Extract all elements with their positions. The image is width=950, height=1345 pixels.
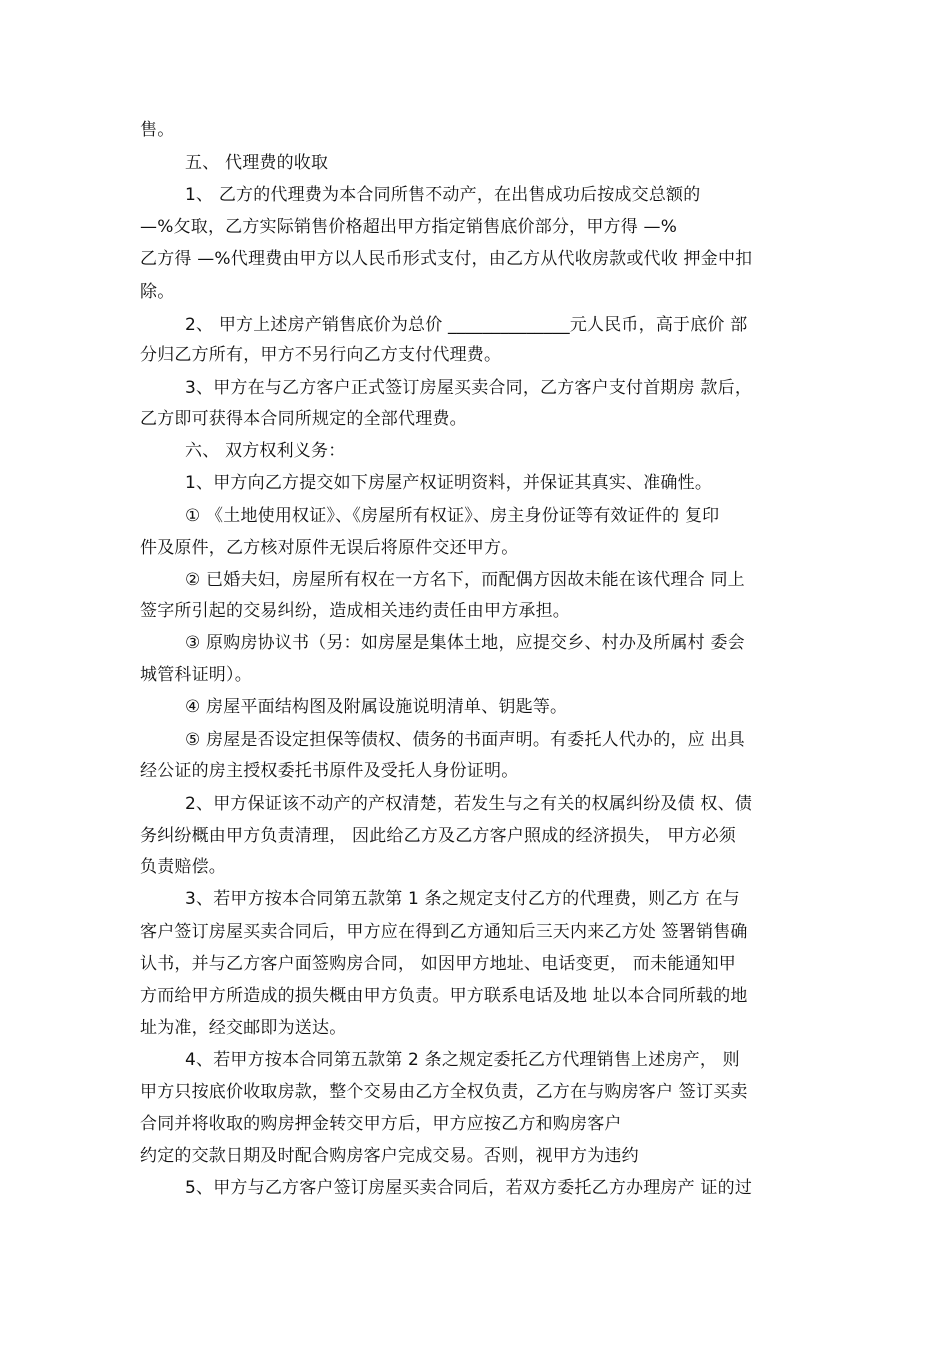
section-heading: 五、 代理费的收取 <box>185 153 329 173</box>
text-line: ① 《土地使用权证》、《房屋所有权证》、房主身份证等有效证件的 复印 <box>185 506 720 526</box>
text-line: ④ 房屋平面结构图及附属设施说明清单、钥匙等。 <box>185 697 568 717</box>
text-line: —%攵取，乙方实际销售价格超出甲方指定销售底价部分，甲方得 —% <box>140 217 678 237</box>
text-line: 2、甲方保证该不动产的产权清楚，若发生与之有关的权属纠纷及债 权、债 <box>185 794 753 814</box>
text-line: 合同并将收取的购房押金转交甲方后，甲方应按乙方和购房客户 <box>140 1114 622 1134</box>
text-line: 除。 <box>140 282 175 302</box>
text-line: 1、 乙方的代理费为本合同所售不动产，在出售成功后按成交总额的 <box>185 185 701 205</box>
text-line: 约定的交款日期及时配合购房客户完成交易。否则，视甲方为违约 <box>140 1146 639 1166</box>
text-line: 5、甲方与乙方客户签订房屋买卖合同后，若双方委托乙方办理房产 证的过 <box>185 1178 753 1198</box>
text-line: ③ 原购房协议书（另：如房屋是集体土地，应提交乡、村办及所属村 委会 <box>185 633 745 653</box>
text-line: 址为准，经交邮即为送达。 <box>140 1018 347 1038</box>
text-line: 分归乙方所有，甲方不另行向乙方支付代理费。 <box>140 345 502 365</box>
text-line: 3、若甲方按本合同第五款第 1 条之规定支付乙方的代理费，则乙方 在与 <box>185 889 740 909</box>
text-line: 务纠纷概由甲方负责清理， 因此给乙方及乙方客户照成的经济损失， 甲方必须 <box>140 826 737 846</box>
section-heading: 六、 双方权利义务： <box>185 441 346 461</box>
text-line: 负责赔偿。 <box>140 857 226 877</box>
text-line: 件及原件，乙方核对原件无误后将原件交还甲方。 <box>140 538 519 558</box>
text-line: 乙方即可获得本合同所规定的全部代理费。 <box>140 409 467 429</box>
text-line: 认书，并与乙方客户面签购房合同， 如因甲方地址、电话变更， 而未能通知甲 <box>140 954 737 974</box>
text-line: 城管科证明）。 <box>140 665 252 685</box>
text-line: 3、甲方在与乙方客户正式签订房屋买卖合同，乙方客户支付首期房 款后， <box>185 378 753 398</box>
text-line: 方而给甲方所造成的损失概由甲方负责。甲方联系电话及地 址以本合同所载的地 <box>140 986 748 1006</box>
text-line: 乙方得 —%代理费由甲方以人民币形式支付，由乙方从代收房款或代收 押金中扣 <box>140 249 753 269</box>
text-line: ⑤ 房屋是否设定担保等债权、债务的书面声明。有委托人代办的，应 出具 <box>185 730 745 750</box>
text-line: 4、若甲方按本合同第五款第 2 条之规定委托乙方代理销售上述房产， 则 <box>185 1050 740 1070</box>
text-line: 1、甲方向乙方提交如下房屋产权证明资料，并保证其真实、准确性。 <box>185 473 713 493</box>
text-line: 售。 <box>140 120 175 140</box>
text-line: 甲方只按底价收取房款，整个交易由乙方全权负责，乙方在与购房客户 签订买卖 <box>140 1082 748 1102</box>
text-line: 客户签订房屋买卖合同后，甲方应在得到乙方通知后三天内来乙方处 签署销售确 <box>140 922 748 942</box>
text-line: 签字所引起的交易纠纷，造成相关违约责任由甲方承担。 <box>140 601 570 621</box>
text-line: 经公证的房主授权委托书原件及受托人身份证明。 <box>140 761 519 781</box>
text-line: ② 已婚夫妇，房屋所有权在一方名下，而配偶方因故未能在该代理合 同上 <box>185 570 745 590</box>
text-line: 2、 甲方上述房产销售底价为总价 ______________元人民币，高于底价 部 <box>185 315 748 335</box>
